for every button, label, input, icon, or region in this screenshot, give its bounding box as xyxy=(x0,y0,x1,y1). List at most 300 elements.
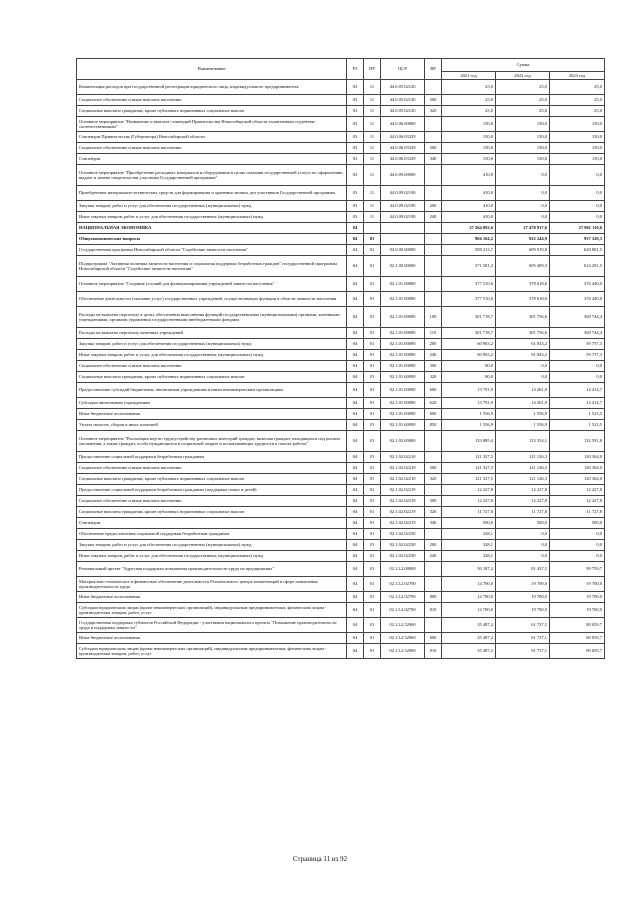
cell-rz: 03 xyxy=(347,117,364,132)
cell-sum-2021: 50 187,2 xyxy=(442,562,496,577)
cell-name: Социальные выплаты гражданам, кроме публичных нормативных социальных выплат xyxy=(77,507,347,518)
cell-sum-2022: 25,0 xyxy=(496,80,550,95)
cell-vr: 110 xyxy=(425,328,442,339)
cell-sum-2023: 376 440,0 xyxy=(550,277,605,292)
cell-pr: 01 xyxy=(364,551,381,562)
table-body xyxy=(77,80,605,659)
cell-vr: 320 xyxy=(425,507,442,518)
cell-sum-2022: 19 700,0 xyxy=(496,592,550,603)
cell-pr: 01 xyxy=(364,562,381,577)
cell-sum-2022: 81 437,1 xyxy=(496,562,550,577)
cell-vr xyxy=(425,431,442,452)
cell-rz: 04 xyxy=(347,644,364,659)
cell-vr: 620 xyxy=(425,398,442,409)
cell-csr: 44.0.06.03329 xyxy=(381,143,425,154)
cell-pr: 01 xyxy=(364,328,381,339)
cell-pr: 01 xyxy=(364,496,381,507)
cell-rz: 04 xyxy=(347,452,364,463)
cell-sum-2023: 25,0 xyxy=(550,95,605,106)
cell-pr: 11 xyxy=(364,117,381,132)
cell-rz: 04 xyxy=(347,420,364,431)
cell-pr: 01 xyxy=(364,540,381,551)
cell-sum-2021: 13 791,9 xyxy=(442,398,496,409)
cell-sum-2023: 1 523,5 xyxy=(550,420,605,431)
cell-sum-2023: 0,0 xyxy=(550,372,605,383)
cell-sum-2021: 14 700,0 xyxy=(442,603,496,618)
cell-vr: 240 xyxy=(425,350,442,361)
cell-sum-2023: 0,0 xyxy=(550,201,605,212)
header-year-2021: 2021 год xyxy=(442,72,496,80)
cell-vr: 320 xyxy=(425,474,442,485)
cell-rz: 04 xyxy=(347,256,364,277)
cell-rz: 04 xyxy=(347,383,364,398)
cell-sum-2022: 14 261,9 xyxy=(496,398,550,409)
cell-vr: 340 xyxy=(425,518,442,529)
cell-csr: 44.0.06.03329 xyxy=(381,132,425,143)
cell-name: Государственная программа Новосибирской области "Содействие занятости населения" xyxy=(77,245,347,256)
cell-sum-2023: 25,0 xyxy=(550,106,605,117)
cell-pr: 01 xyxy=(364,234,381,245)
cell-sum-2023: 59 757,3 xyxy=(550,339,605,350)
cell-sum-2023: 1 523,5 xyxy=(550,409,605,420)
table-row xyxy=(77,507,605,518)
header-sum: Сумма xyxy=(442,59,605,72)
cell-csr: 44.0.09.02190 xyxy=(381,212,425,223)
cell-vr xyxy=(425,577,442,592)
cell-sum-2022: 0,0 xyxy=(496,529,550,540)
cell-sum-2022: 150,0 xyxy=(496,132,550,143)
table-row xyxy=(77,383,605,398)
cell-sum-2021: 328,1 xyxy=(442,529,496,540)
cell-name: Закупка товаров, работ и услуг для обеспечения государственных (муниципальных) нужд xyxy=(77,540,347,551)
cell-vr xyxy=(425,529,442,540)
table-row xyxy=(77,132,605,143)
cell-sum-2021: 11 727,8 xyxy=(442,507,496,518)
cell-name: Региональный проект "Адресная поддержка повышения производительности труда на предприятиях" xyxy=(77,562,347,577)
cell-rz: 04 xyxy=(347,431,364,452)
cell-sum-2022: 0,0 xyxy=(496,372,550,383)
table-row xyxy=(77,644,605,659)
cell-csr: 02.1.01.00090 xyxy=(381,361,425,372)
cell-csr: 02.1.02.02210 xyxy=(381,474,425,485)
cell-sum-2023: 120 364,0 xyxy=(550,463,605,474)
cell-sum-2021: 301 718,7 xyxy=(442,307,496,328)
cell-rz: 04 xyxy=(347,592,364,603)
cell-sum-2021: 25,0 xyxy=(442,95,496,106)
cell-name: НАЦИОНАЛЬНАЯ ЭКОНОМИКА xyxy=(77,223,347,234)
cell-sum-2022: 121 126,3 xyxy=(496,452,550,463)
cell-rz: 04 xyxy=(347,518,364,529)
table-row xyxy=(77,350,605,361)
cell-rz: 04 xyxy=(347,223,364,234)
cell-sum-2021: 35 487,2 xyxy=(442,618,496,633)
cell-csr: 02.1.02.00000 xyxy=(381,431,425,452)
cell-sum-2022: 11 727,8 xyxy=(496,507,550,518)
cell-sum-2022: 922 244,9 xyxy=(496,234,550,245)
cell-rz: 04 xyxy=(347,529,364,540)
cell-vr: 320 xyxy=(425,372,442,383)
cell-rz: 04 xyxy=(347,398,364,409)
cell-sum-2023: 25,0 xyxy=(550,80,605,95)
table-row xyxy=(77,361,605,372)
cell-pr xyxy=(364,223,381,234)
cell-sum-2021: 410,0 xyxy=(442,212,496,223)
cell-sum-2022: 61 043,2 xyxy=(496,339,550,350)
table-row xyxy=(77,277,605,292)
cell-vr xyxy=(425,245,442,256)
cell-pr: 01 xyxy=(364,292,381,307)
cell-sum-2023: 300 744,4 xyxy=(550,328,605,339)
cell-csr: 02.1.00.00000 xyxy=(381,256,425,277)
table-row xyxy=(77,223,605,234)
cell-sum-2022: 61 737,1 xyxy=(496,644,550,659)
cell-csr: 02.1.01.00090 xyxy=(381,307,425,328)
table-row xyxy=(77,603,605,618)
cell-csr: 02.1.01.00000 xyxy=(381,277,425,292)
table-row xyxy=(77,562,605,577)
cell-sum-2022: 0,0 xyxy=(496,186,550,201)
cell-sum-2023: 80 059,7 xyxy=(550,618,605,633)
table-row xyxy=(77,201,605,212)
cell-name: Предоставление социальной поддержки безработным гражданам xyxy=(77,452,347,463)
cell-sum-2021: 80,0 xyxy=(442,361,496,372)
cell-csr: 02.1.01.00090 xyxy=(381,350,425,361)
table-row xyxy=(77,117,605,132)
cell-pr: 11 xyxy=(364,106,381,117)
cell-csr: 44.0.06.03329 xyxy=(381,154,425,165)
table-row xyxy=(77,80,605,95)
header-csr: ЦСР xyxy=(381,59,425,80)
cell-sum-2022: 14 261,9 xyxy=(496,383,550,398)
cell-csr: 02.1.02.02210 xyxy=(381,452,425,463)
cell-sum-2021: 13 791,9 xyxy=(442,383,496,398)
cell-sum-2022: 609 919,8 xyxy=(496,245,550,256)
cell-name: Основное мероприятие "Приобретение расходных материалов и оборудования в целях оказания государственной услуги по оформлению, выдаче и замене свидетельства участника Государственной программы" xyxy=(77,165,347,186)
table-row xyxy=(77,496,605,507)
table-row xyxy=(77,165,605,186)
cell-rz: 03 xyxy=(347,80,364,95)
cell-sum-2023: 0,0 xyxy=(550,551,605,562)
cell-csr: 02.1.01.00090 xyxy=(381,409,425,420)
cell-csr: 02.1.L2.02790 xyxy=(381,592,425,603)
cell-name: Стипендии xyxy=(77,518,347,529)
cell-rz: 03 xyxy=(347,132,364,143)
cell-sum-2022: 1 556,9 xyxy=(496,409,550,420)
cell-sum-2023: 59 757,3 xyxy=(550,350,605,361)
table-row xyxy=(77,154,605,165)
cell-pr: 01 xyxy=(364,592,381,603)
header-name: Наименование xyxy=(77,59,347,80)
cell-rz: 04 xyxy=(347,474,364,485)
cell-sum-2021: 410,0 xyxy=(442,165,496,186)
cell-csr: 02.1.01.00090 xyxy=(381,292,425,307)
cell-sum-2022: 150,0 xyxy=(496,117,550,132)
cell-rz: 03 xyxy=(347,106,364,117)
table-row xyxy=(77,577,605,592)
cell-vr: 320 xyxy=(425,106,442,117)
cell-sum-2022: 150,0 xyxy=(496,143,550,154)
cell-pr: 01 xyxy=(364,245,381,256)
cell-sum-2022: 378 618,6 xyxy=(496,292,550,307)
cell-csr: 44.0.05.02120 xyxy=(381,106,425,117)
cell-sum-2021: 150,0 xyxy=(442,143,496,154)
cell-vr: 240 xyxy=(425,212,442,223)
cell-vr xyxy=(425,165,442,186)
cell-sum-2022: 301 756,6 xyxy=(496,328,550,339)
cell-csr: 02.1.01.00090 xyxy=(381,420,425,431)
cell-rz: 04 xyxy=(347,562,364,577)
cell-sum-2023: 0,0 xyxy=(550,186,605,201)
cell-pr: 01 xyxy=(364,603,381,618)
cell-sum-2022: 500,0 xyxy=(496,518,550,529)
cell-vr: 800 xyxy=(425,409,442,420)
table-row xyxy=(77,256,605,277)
header-pr: ПР xyxy=(364,59,381,80)
cell-sum-2022: 0,0 xyxy=(496,201,550,212)
cell-sum-2021: 121 327,5 xyxy=(442,452,496,463)
cell-rz: 04 xyxy=(347,307,364,328)
table-row xyxy=(77,452,605,463)
cell-csr: 02.1.L2.00000 xyxy=(381,562,425,577)
cell-pr: 01 xyxy=(364,277,381,292)
cell-pr: 01 xyxy=(364,372,381,383)
cell-name: Иные бюджетные ассигнования xyxy=(77,409,347,420)
cell-pr: 01 xyxy=(364,485,381,496)
cell-sum-2023: 14 414,7 xyxy=(550,383,605,398)
cell-name: Субсидии автономным учреждениям xyxy=(77,398,347,409)
cell-sum-2023: 99 759,7 xyxy=(550,562,605,577)
cell-sum-2021: 14 700,0 xyxy=(442,592,496,603)
cell-csr: 02.1.02.02219 xyxy=(381,518,425,529)
header-year-2023: 2023 год xyxy=(550,72,605,80)
table-row xyxy=(77,143,605,154)
table-row xyxy=(77,372,605,383)
cell-sum-2022: 61 043,2 xyxy=(496,350,550,361)
cell-csr: 02.1.01.00090 xyxy=(381,383,425,398)
cell-sum-2021: 35 487,2 xyxy=(442,644,496,659)
cell-pr: 01 xyxy=(364,409,381,420)
cell-rz: 04 xyxy=(347,372,364,383)
cell-sum-2022: 12 227,8 xyxy=(496,496,550,507)
cell-sum-2021: 35 487,2 xyxy=(442,633,496,644)
cell-csr: 02.1.01.00090 xyxy=(381,328,425,339)
cell-vr: 810 xyxy=(425,644,442,659)
cell-sum-2022: 12 227,8 xyxy=(496,485,550,496)
cell-sum-2023: 12 227,8 xyxy=(550,485,605,496)
cell-vr: 200 xyxy=(425,540,442,551)
cell-rz: 04 xyxy=(347,577,364,592)
cell-sum-2022: 25,0 xyxy=(496,95,550,106)
cell-sum-2023: 150,0 xyxy=(550,154,605,165)
cell-sum-2022: 0,0 xyxy=(496,551,550,562)
cell-pr: 11 xyxy=(364,143,381,154)
cell-vr xyxy=(425,452,442,463)
cell-name: Основное мероприятие "Назначение и выплата стипендий Правительства Новосибирской области талантливым студентам-соотечественникам" xyxy=(77,117,347,132)
cell-rz: 04 xyxy=(347,485,364,496)
cell-pr: 11 xyxy=(364,165,381,186)
cell-csr: 44.0.09.02190 xyxy=(381,186,425,201)
cell-sum-2023: 376 440,0 xyxy=(550,292,605,307)
header-vr: ВР xyxy=(425,59,442,80)
cell-sum-2021: 12 227,8 xyxy=(442,496,496,507)
cell-name: Социальное обеспечение и иные выплаты населению xyxy=(77,463,347,474)
cell-sum-2022: 61 737,1 xyxy=(496,618,550,633)
cell-vr xyxy=(425,186,442,201)
cell-pr: 11 xyxy=(364,154,381,165)
cell-name: Закупка товаров, работ и услуг для обеспечения государственных (муниципальных) нужд xyxy=(77,201,347,212)
cell-rz: 03 xyxy=(347,95,364,106)
cell-sum-2021: 301 718,7 xyxy=(442,328,496,339)
cell-sum-2022: 19 700,0 xyxy=(496,603,550,618)
cell-csr: 44.0.05.02120 xyxy=(381,80,425,95)
cell-name: Приобретение материально-технических средств для формирования и хранения личных дел участников Государственной программы xyxy=(77,186,347,201)
table-row xyxy=(77,463,605,474)
cell-vr: 800 xyxy=(425,592,442,603)
table-row xyxy=(77,485,605,496)
table-row xyxy=(77,106,605,117)
cell-pr: 01 xyxy=(364,507,381,518)
cell-csr: 02.1.L2.52960 xyxy=(381,644,425,659)
cell-sum-2021: 598 313,7 xyxy=(442,245,496,256)
cell-sum-2022: 150,0 xyxy=(496,154,550,165)
cell-sum-2023: 500,0 xyxy=(550,518,605,529)
cell-sum-2021: 571 581,2 xyxy=(442,256,496,277)
cell-sum-2022: 0,0 xyxy=(496,540,550,551)
cell-name: Предоставление субсидий бюджетным, автономным учреждениям и иным некоммерческим организациям xyxy=(77,383,347,398)
cell-pr: 01 xyxy=(364,644,381,659)
cell-sum-2023: 150,0 xyxy=(550,117,605,132)
cell-name: Социальные выплаты гражданам, кроме публичных нормативных социальных выплат xyxy=(77,106,347,117)
cell-vr: 600 xyxy=(425,383,442,398)
cell-vr xyxy=(425,277,442,292)
table-row xyxy=(77,245,605,256)
cell-sum-2023: 19 700,0 xyxy=(550,592,605,603)
cell-pr: 11 xyxy=(364,201,381,212)
cell-rz: 04 xyxy=(347,551,364,562)
cell-name: Иные бюджетные ассигнования xyxy=(77,633,347,644)
cell-vr: 300 xyxy=(425,95,442,106)
cell-rz: 04 xyxy=(347,339,364,350)
cell-sum-2021: 121 327,5 xyxy=(442,474,496,485)
cell-csr: 44.0.06.00000 xyxy=(381,117,425,132)
table-row xyxy=(77,212,605,223)
cell-csr: 02.1.02.02219 xyxy=(381,496,425,507)
cell-vr: 300 xyxy=(425,361,442,372)
cell-sum-2021: 14 700,0 xyxy=(442,577,496,592)
cell-pr: 01 xyxy=(364,633,381,644)
cell-rz: 04 xyxy=(347,328,364,339)
cell-rz: 03 xyxy=(347,143,364,154)
cell-vr xyxy=(425,485,442,496)
cell-name: Социальное обеспечение и иные выплаты населению xyxy=(77,95,347,106)
cell-rz: 03 xyxy=(347,212,364,223)
cell-sum-2023: 0,0 xyxy=(550,540,605,551)
table-row xyxy=(77,474,605,485)
cell-vr xyxy=(425,256,442,277)
cell-pr: 01 xyxy=(364,474,381,485)
table-row xyxy=(77,540,605,551)
cell-sum-2023: 937 320,3 xyxy=(550,234,605,245)
cell-sum-2023: 120 364,0 xyxy=(550,474,605,485)
cell-vr xyxy=(425,234,442,245)
table-row xyxy=(77,292,605,307)
table-row xyxy=(77,518,605,529)
table-row xyxy=(77,328,605,339)
cell-sum-2021: 410,0 xyxy=(442,186,496,201)
cell-csr: 02.1.02.02219 xyxy=(381,485,425,496)
cell-name: Социальные выплаты гражданам, кроме публичных нормативных социальных выплат xyxy=(77,474,347,485)
cell-pr: 01 xyxy=(364,307,381,328)
cell-csr: 02.1.02.02230 xyxy=(381,540,425,551)
cell-csr: 02.1.02.02230 xyxy=(381,529,425,540)
cell-pr: 01 xyxy=(364,452,381,463)
cell-vr: 200 xyxy=(425,201,442,212)
cell-csr: 02.0.00.00000 xyxy=(381,245,425,256)
cell-sum-2021: 12 227,8 xyxy=(442,485,496,496)
header-rz: РЗ xyxy=(347,59,364,80)
cell-name: Общеэкономические вопросы xyxy=(77,234,347,245)
cell-sum-2023: 0,0 xyxy=(550,212,605,223)
cell-name: Обеспечение деятельности (оказание услуг) государственных учреждений, осуществляющих функции в области занятости населения xyxy=(77,292,347,307)
cell-vr xyxy=(425,618,442,633)
table-row xyxy=(77,529,605,540)
header-year-2022: 2022 год xyxy=(496,72,550,80)
cell-sum-2021: 80,0 xyxy=(442,372,496,383)
cell-sum-2022: 605 409,3 xyxy=(496,256,550,277)
cell-pr: 11 xyxy=(364,186,381,201)
cell-sum-2021: 150,0 xyxy=(442,117,496,132)
cell-rz: 03 xyxy=(347,186,364,201)
cell-vr xyxy=(425,117,442,132)
cell-sum-2021: 25,0 xyxy=(442,106,496,117)
cell-vr xyxy=(425,132,442,143)
cell-pr: 01 xyxy=(364,420,381,431)
cell-name: Предоставление социальной поддержки безработным гражданам (поддержка семьи и детей) xyxy=(77,485,347,496)
cell-sum-2023: 132 591,8 xyxy=(550,431,605,452)
cell-rz: 04 xyxy=(347,618,364,633)
cell-vr xyxy=(425,292,442,307)
cell-sum-2021: 377 510,6 xyxy=(442,292,496,307)
cell-sum-2023: 614 291,5 xyxy=(550,256,605,277)
table-row xyxy=(77,398,605,409)
table-row xyxy=(77,307,605,328)
table-row xyxy=(77,339,605,350)
cell-sum-2021: 328,1 xyxy=(442,540,496,551)
cell-sum-2022: 1 556,9 xyxy=(496,420,550,431)
cell-rz: 04 xyxy=(347,292,364,307)
cell-rz: 04 xyxy=(347,234,364,245)
table-row xyxy=(77,95,605,106)
cell-sum-2022: 19 700,0 xyxy=(496,577,550,592)
cell-sum-2022: 0,0 xyxy=(496,361,550,372)
cell-pr: 11 xyxy=(364,212,381,223)
cell-sum-2022: 25,0 xyxy=(496,106,550,117)
cell-rz: 03 xyxy=(347,165,364,186)
cell-rz: 04 xyxy=(347,245,364,256)
cell-sum-2021: 1 556,9 xyxy=(442,420,496,431)
cell-rz: 03 xyxy=(347,201,364,212)
cell-name: Социальное обеспечение и иные выплаты населению xyxy=(77,361,347,372)
cell-csr: 02.1.02.02230 xyxy=(381,551,425,562)
cell-rz: 04 xyxy=(347,496,364,507)
table-row xyxy=(77,234,605,245)
cell-sum-2023: 19 700,0 xyxy=(550,577,605,592)
cell-rz: 04 xyxy=(347,507,364,518)
cell-sum-2022: 0,0 xyxy=(496,212,550,223)
cell-pr: 11 xyxy=(364,132,381,143)
table-row xyxy=(77,618,605,633)
cell-vr: 200 xyxy=(425,339,442,350)
